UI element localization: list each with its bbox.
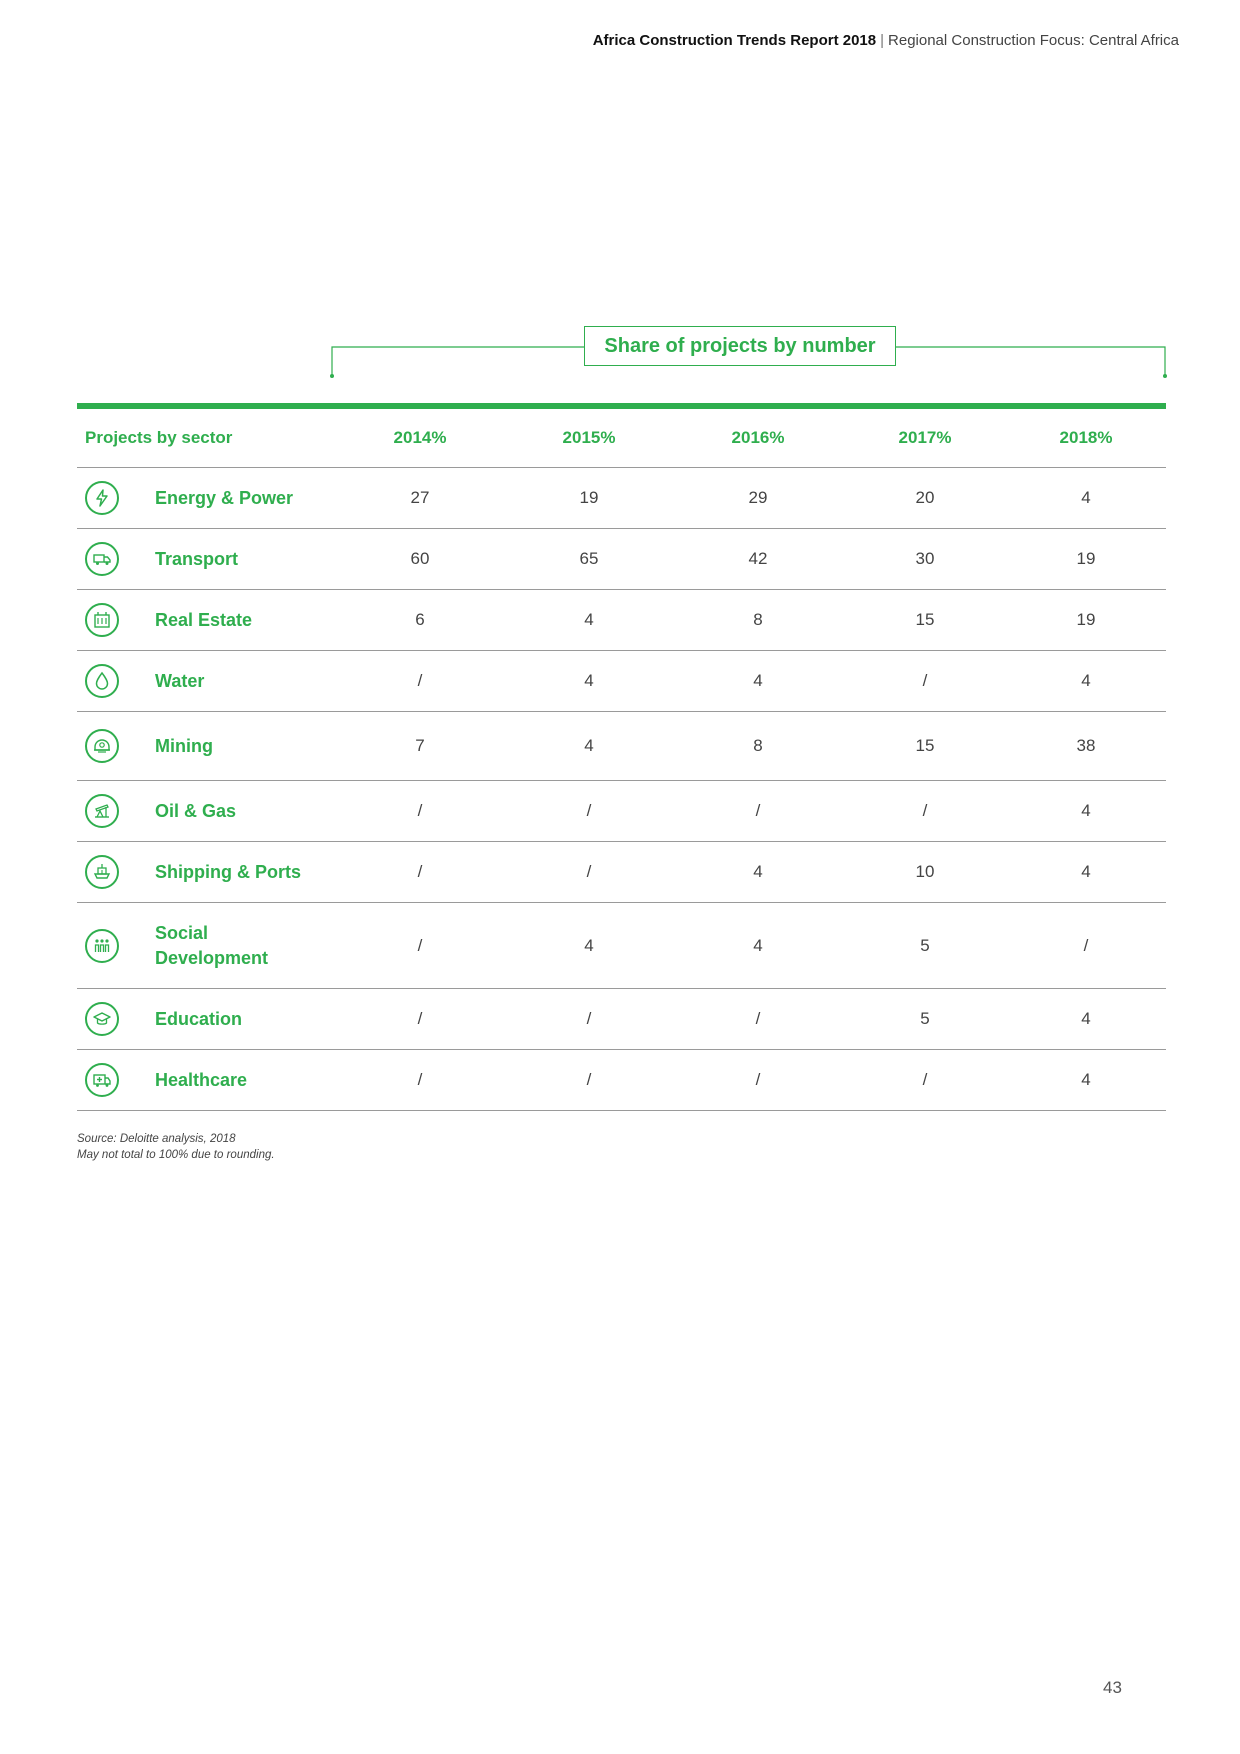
page-number: 43 xyxy=(1103,1678,1122,1697)
table-header-row xyxy=(77,409,1166,468)
ship-icon xyxy=(85,855,119,889)
table-cell: 19 xyxy=(579,488,599,507)
water-drop-icon xyxy=(85,664,119,698)
sector-label: Oil & Gas xyxy=(155,800,237,821)
table-cell: 10 xyxy=(915,862,935,881)
column-header: 2017% xyxy=(898,428,952,447)
table-row xyxy=(77,989,1166,1050)
column-header: 2016% xyxy=(731,428,785,447)
table-cell: 4 xyxy=(584,610,594,629)
sector-label: Real Estate xyxy=(155,609,253,630)
oil-pump-icon xyxy=(85,794,119,828)
table-cell: / xyxy=(922,671,928,690)
table-cell: 20 xyxy=(915,488,935,507)
section-title: Regional Construction Focus: Central Africa xyxy=(888,32,1179,49)
table-row xyxy=(77,468,1166,529)
table-cell: 4 xyxy=(1081,671,1091,690)
table-cell: 4 xyxy=(584,736,594,755)
table-row xyxy=(77,529,1166,590)
table-row xyxy=(77,781,1166,842)
sector-label: Transport xyxy=(155,548,239,569)
table-cell: 5 xyxy=(920,935,930,955)
table-row xyxy=(77,590,1166,651)
table-cell: 4 xyxy=(1081,862,1091,881)
table-cell: 4 xyxy=(1081,1009,1091,1028)
table-cell: 6 xyxy=(415,610,425,629)
table-cell: 19 xyxy=(1076,610,1096,629)
table-cell: 7 xyxy=(415,736,425,755)
table-cell: 65 xyxy=(579,549,599,568)
column-header: 2018% xyxy=(1059,428,1113,447)
table-cell: / xyxy=(755,1070,761,1089)
table-cell: 4 xyxy=(753,862,763,881)
table-cell: / xyxy=(586,862,592,881)
table-cell: 15 xyxy=(915,610,935,629)
table-cell: / xyxy=(417,1009,423,1028)
table-subtitle: Share of projects by number xyxy=(584,326,896,366)
table-cell: / xyxy=(1083,935,1089,955)
table-cell: 4 xyxy=(753,935,763,955)
table-cell: 30 xyxy=(915,549,935,568)
table-cell: / xyxy=(922,801,928,820)
header-separator: | xyxy=(880,32,885,49)
sector-label: Energy & Power xyxy=(155,487,294,508)
table-cell: 60 xyxy=(410,549,430,568)
mining-helmet-icon xyxy=(85,729,119,763)
table-cell: 42 xyxy=(748,549,768,568)
table-row xyxy=(77,712,1166,781)
table-cell: / xyxy=(586,801,592,820)
rounding-note: May not total to 100% due to rounding. xyxy=(77,1149,275,1161)
table-cell: 27 xyxy=(410,488,430,507)
table-cell: / xyxy=(922,1070,928,1089)
lightning-icon xyxy=(85,481,119,515)
table-cell: 15 xyxy=(915,736,935,755)
table-cell: / xyxy=(755,1009,761,1028)
table-cell: 19 xyxy=(1076,549,1096,568)
sector-column-header: Projects by sector xyxy=(85,428,233,447)
report-title: Africa Construction Trends Report 2018 xyxy=(592,32,877,49)
sector-label: Water xyxy=(155,670,205,691)
sector-table xyxy=(77,403,1166,1111)
table-cell: 4 xyxy=(1081,488,1091,507)
table-cell: 38 xyxy=(1076,736,1096,755)
graduation-cap-icon xyxy=(85,1002,119,1036)
sector-label: Mining xyxy=(155,735,213,756)
sector-label-line: Development xyxy=(155,947,269,968)
table-cell: 8 xyxy=(753,610,763,629)
sector-label-line: Social xyxy=(155,922,209,943)
table-row xyxy=(77,651,1166,712)
table-cell: 29 xyxy=(748,488,768,507)
table-cell: / xyxy=(417,935,423,955)
truck-icon xyxy=(85,542,119,576)
sector-label: Education xyxy=(155,1008,243,1029)
table-cell: / xyxy=(417,862,423,881)
building-icon xyxy=(85,603,119,637)
ambulance-icon xyxy=(85,1063,119,1097)
table-cell: 4 xyxy=(584,935,594,955)
table-cell: / xyxy=(755,801,761,820)
table-row xyxy=(77,1050,1166,1111)
table-cell: / xyxy=(586,1009,592,1028)
sector-label: Healthcare xyxy=(155,1069,248,1090)
column-header: 2014% xyxy=(393,428,447,447)
table-row xyxy=(77,842,1166,903)
people-icon xyxy=(85,929,119,963)
table-cell: 4 xyxy=(1081,801,1091,820)
table-cell: 4 xyxy=(753,671,763,690)
table-cell: 4 xyxy=(1081,1070,1091,1089)
table-cell: 8 xyxy=(753,736,763,755)
table-cell: / xyxy=(586,1070,592,1089)
table-cell: / xyxy=(417,801,423,820)
table-cell: / xyxy=(417,1070,423,1089)
footnotes xyxy=(77,1131,275,1163)
column-header: 2015% xyxy=(562,428,616,447)
sector-label xyxy=(155,921,268,971)
table-cell: 5 xyxy=(920,1009,930,1028)
sector-label: Shipping & Ports xyxy=(155,861,301,882)
table-cell: 4 xyxy=(584,671,594,690)
source-note: Source: Deloitte analysis, 2018 xyxy=(77,1133,236,1145)
table-cell: / xyxy=(417,671,423,690)
table-row xyxy=(77,903,1166,989)
